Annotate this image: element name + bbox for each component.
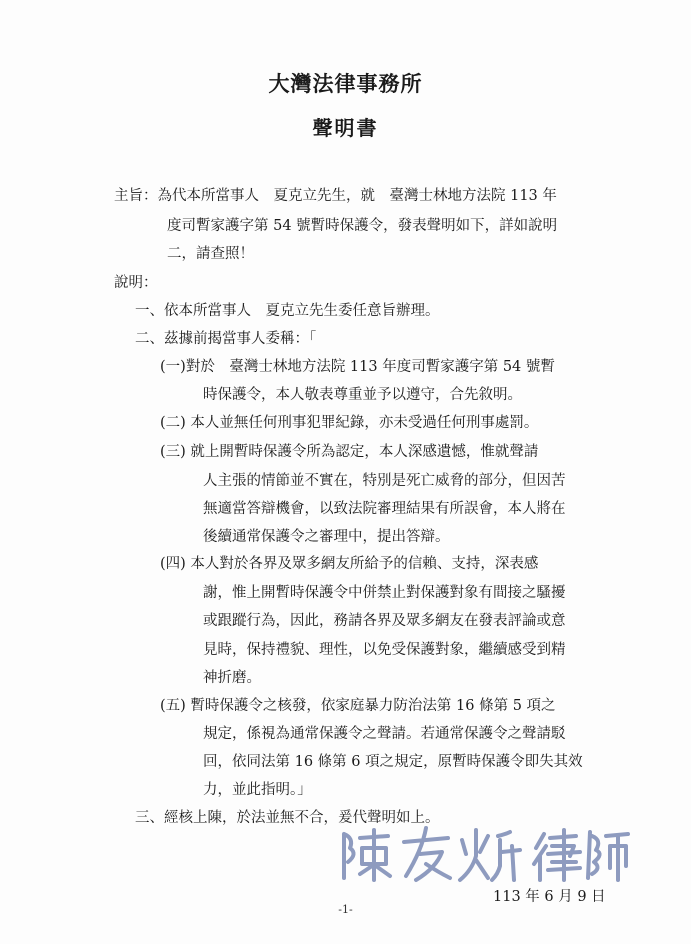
sub-item-3-line-4: 後續通常保護令之審理中，提出答辯。: [203, 529, 450, 545]
document-title: 聲明書: [312, 116, 379, 140]
sub-item-5-line-1: (五) 暫時保護令之核發，依家庭暴力防治法第 16 條第 5 項之: [160, 698, 556, 714]
firm-name: 大灣法律事務所: [268, 71, 423, 96]
sub-item-4-line-5: 神折磨。: [203, 670, 261, 686]
explanation-heading: 說明：: [114, 275, 158, 291]
sub-item-3-line-1: (三) 就上開暫時保護令所為認定，本人深感遺憾，惟就聲請: [160, 444, 539, 460]
subject-line-3: 二，請查照！: [167, 246, 254, 262]
sub-item-3-line-2: 人主張的情節並不實在，特別是死亡威脅的部分，但因苦: [203, 473, 566, 489]
sub-item-4-line-3: 或跟蹤行為，因此，務請各界及眾多網友在發表評論或意: [203, 613, 566, 629]
subject-line-2: 度司暫家護字第 54 號暫時保護令，發表聲明如下，詳如說明: [167, 218, 558, 234]
document-date: 113 年 6 月 9 日: [493, 889, 606, 905]
sub-item-4-line-2: 謝，惟上開暫時保護令中併禁止對保護對象有間接之騷擾: [203, 585, 566, 601]
explanation-item-3: 三、經核上陳，於法並無不合，爰代聲明如上。: [135, 810, 440, 826]
explanation-item-1: 一、依本所當事人 夏克立先生委任意旨辦理。: [135, 303, 440, 319]
sub-item-3-line-3: 無適當答辯機會，以致法院審理結果有所誤會，本人將在: [203, 501, 566, 517]
page-number: -1-: [338, 903, 353, 916]
sub-item-5-line-4: 力，並此指明。」: [203, 782, 312, 798]
sub-item-5-line-3: 回，依同法第 16 條第 6 項之規定，原暫時保護令即失其效: [203, 754, 583, 770]
sub-item-5-line-2: 規定，係視為通常保護令之聲請。若通常保護令之聲請駁: [203, 726, 566, 742]
sub-item-1-line-2: 時保護令，本人敬表尊重並予以遵守，合先敘明。: [203, 387, 522, 403]
sub-item-2-line-1: (二) 本人並無任何刑事犯罪紀錄，亦未受過任何刑事處罰。: [160, 415, 539, 431]
sub-item-1-line-1: (一)對於 臺灣士林地方法院 113 年度司暫家護字第 54 號暫: [160, 359, 555, 375]
explanation-item-2: 二、茲據前揭當事人委稱：「: [135, 331, 317, 347]
lawyer-signature: [330, 820, 630, 890]
sub-item-4-line-4: 見時，保持禮貌、理性，以免受保護對象，繼續感受到精: [203, 642, 566, 658]
subject-line-1: 主旨：為代本所當事人 夏克立先生，就 臺灣士林地方法院 113 年: [114, 188, 557, 204]
sub-item-4-line-1: (四) 本人對於各界及眾多網友所給予的信賴、支持，深表感: [160, 556, 539, 572]
